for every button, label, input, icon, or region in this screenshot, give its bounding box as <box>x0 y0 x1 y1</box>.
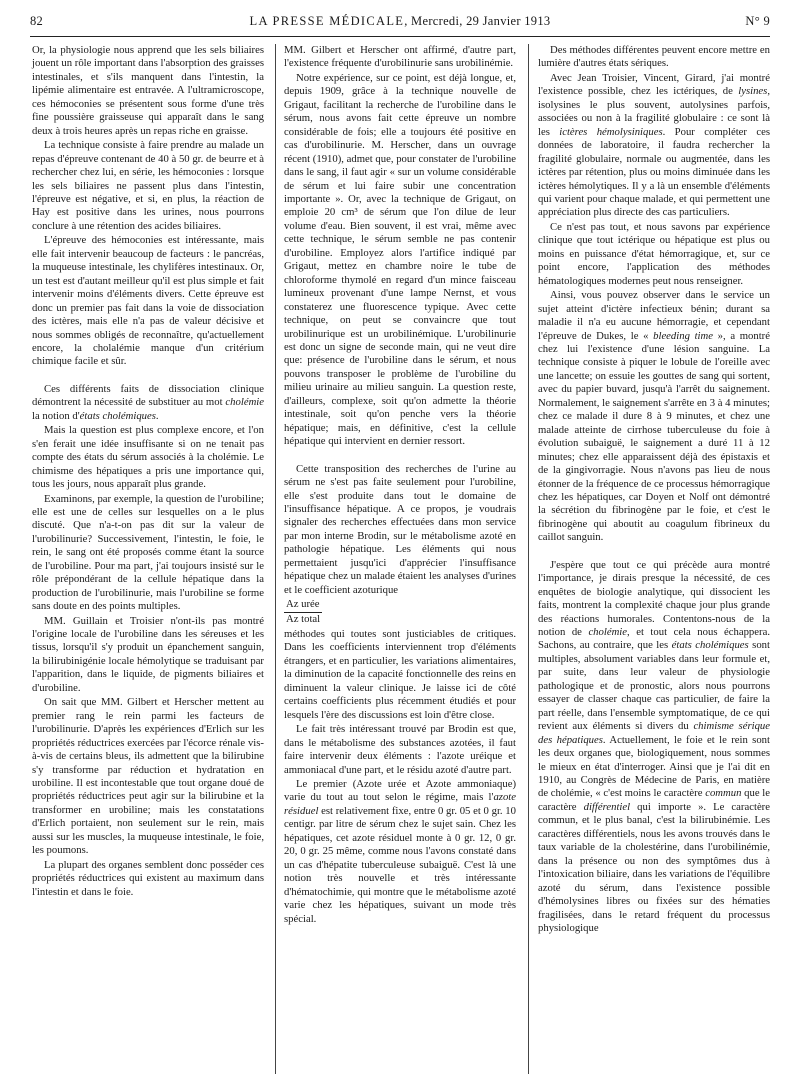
paragraph: Ainsi, vous pouvez observer dans le service un sujet atteint d'ictère infectieux bénin; durant sa maladie il n'a eu aucune hémorragie, et cependant l'épreuve de Dukes, le « bleeding time », a montré chez lui l'existence d'une lésion sanguine. La technique consiste à piquer le lobule de l'oreille avec une lancette; on essuie les gouttes de sang qui sortent, avec du papier buvard, jusqu'à l'arrêt du saignement. Normalement, le saignement s'arrête en 3 à 4 minutes; chez ce malade il dure 8 à 9 minutes, et chez une malade atteinte de cirrhose tuberculeuse du foie à évolution subaiguë, le saignement a duré 11 à 12 minutes; chez elle apparaissent déjà des épistaxis et de la gingivorragie. Nous n'avons pas lieu de nous étonner de la fréquence de ce processus hémorragique chez les hépatiques, car Doyen et Nolf ont démontré la sécrétion du fibrinogène par le foie, et c'est le fibrinogène qui aboutit au coagulum fibrineux du caillot sanguin. <box>538 289 770 544</box>
paragraph: Mais la question est plus complexe encore, et l'on s'en ferait une idée insuffisante si on ne tenait pas compte des états du sérum associés à la cholémie. Le chimisme des hépatiques a pris une importance qui, tous les jours, nous apparaît plus grande. <box>32 424 264 491</box>
issue-date: , Mercredi, 29 Janvier 1913 <box>404 14 551 28</box>
paragraph: La plupart des organes semblent donc posséder ces propriétés réductrices qui existent au maximum dans l'intestin et dans le foie. <box>32 858 264 898</box>
fraction-numerator: Az urée <box>284 598 322 612</box>
text-column-1 <box>32 44 264 900</box>
paragraph: Le premier (Azote urée et Azote ammoniaque) varie du tout au tout selon le régime, mais l'azote résiduel est relativement fixe, entre 0 gr. 05 et 0 gr. 10 centigr. par litre de sérum chez le sujet sain. Chez les hépatiques, cet azote résiduel monte à 0 gr. 12, 0 gr. 20, 0 gr. 25 même, comme nous l'avons constaté dans un cas d'hépatite tuberculeuse subaiguë. C'est là une notion très nouvelle et très intéressante d'hématochimie, qui montre que le métabolisme azoté varie chez les hépatiques, suivant un mode très spécial. <box>284 778 516 925</box>
paragraph: Des méthodes différentes peuvent encore mettre en lumière d'autres états sériques. <box>538 44 770 70</box>
text-column-2 <box>284 44 516 927</box>
paragraph: méthodes qui toutes sont justiciables de critiques. Dans les coefficients interviennent trop d'éléments étrangers, et en particulier, les variations alimentaires, la diminution de la capacité fonctionnelle des reins en diminuent la valeur clinique. Je laisse ici de côté certains coefficients plus récemment étudiés et pour lesquels l'ère des discussions est loin d'être close. <box>284 628 516 721</box>
paragraph: Ces différents faits de dissociation clinique démontrent la nécessité de substituer au mot cholémie la notion d'états cholémiques. <box>32 382 264 422</box>
paragraph: Notre expérience, sur ce point, est déjà longue, et, depuis 1909, grâce à la technique nouvelle de Grigaut, facilitant la recherche de l'urobiline dans le sérum, nous avons fait cette épreuve un nombre considérable de fois; elle a toujours été positive en cas d'urobilinurie. M. Herscher, dans un ouvrage récent (1910), admet que, pour constater de l'urobiline dans le sang, il faut agir « sur un volume considérable de sérum et lui faire subir une concentration importante ». Or, avec la technique de Grigaut, on emploie 20 cm³ de sérum que l'on dilue de leur volume d'eau. Bien souvent, il est vrai, même avec cette technique, le sérum semble ne pas contenir d'urobiline. Employez alors l'artifice indiqué par Grigaut, mettez en chambre noire le tube de chloroforme thymolé en regard d'un mince faisceau lumineux provenant d'une lampe Nernst, et vous constaterez une fluorescence typique. Avec cette technique, on peut se convaincre que tout urobilinurique est un urobilinémique. L'urobilinurie est donc un signe de seconde main, qui ne veut dire que: présence de l'urobiline dans le sérum, et nous pouvons transposer le problème de l'urobiline du milieu urinaire au milieu sanguin. La question reste, d'ailleurs, complexe, soit qu'on admette la théorie intestinale, soit qu'on penche vers la théorie hépatique; mais, en définitive, c'est la cellule hépatique qui intervient en dernier ressort. <box>284 71 516 448</box>
page-number: 82 <box>30 14 44 28</box>
paragraph: L'épreuve des hémoconies est intéressante, mais elle fait intervenir beaucoup de facteurs : le pancréas, la muqueuse intestinale, les chylifères intestinaux. Or, un test est d'autant meilleur qu'il est plus simple et fait intervenir moins d'éléments divers. Cette épreuve est donc un premier pas fait dans la voie de dissociation des ictères, mais elle n'a pas de valeur décisive et nous sommes obligés de reconnaître, qu'actuellement encore, la cholalémie manque d'un critérium chimique facile et sûr. <box>32 234 264 368</box>
journal-title: LA PRESSE MÉDICALE <box>249 14 405 28</box>
column-divider <box>528 44 529 1074</box>
paragraph: Ce n'est pas tout, et nous savons par expérience clinique que tout ictérique ou hépatique est plus ou moins en puissance d'état hémorragique, et, sur ce point encore, l'application des méthodes hématologiques modernes peut nous renseigner. <box>538 220 770 287</box>
page-header <box>30 14 770 34</box>
paragraph: Avec Jean Troisier, Vincent, Girard, j'ai montré l'existence possible, chez les ictériques, de lysines, isolysines le plus souvent, autolysines parfois, associées ou non à la fragilité globulaire : ce sont là les ictères hémolysiniques. Pour compléter ces données de laboratoire, il faudra rechercher la fragilité globulaire, normale ou augmentée, dans les ictères par rétention, plus ou moins diminuée dans les ictères hémolytiques. Il y a là un ensemble d'éléments qui varient pour chaque malade, et qui permettent une appréciation plus directe des cas particuliers. <box>538 71 770 219</box>
paragraph: J'espère que tout ce qui précède aura montré l'importance, je dirais presque la nécessité, de ces enquêtes de biologie analytique, qui dissocient les faits, montrent la complexité chaque jour plus grande des réactions humorales. Contentons-nous de la notion de cholémie, et tout cela nous échappera. Sachons, au contraire, que les états cholémiques sont multiples, absolument variables dans leur formule et, par suite, dans leur valeur de physiologie pathologique et de pronostic, alors nous pourrons essayer de classer chaque cas particulier, de faire la part réelle, dans l'ensemble symptomatique, de ce qui revient aux éléments si divers du chimisme sérique des hépatiques. Actuellement, le foie et le rein sont les deux organes que, biologiquement, nous sommes le mieux en état d'interroger. Ainsi que je l'ai dit en 1910, au Congrès de Médecine de Paris, en matière de cholémie, « c'est moins le caractère commun que le caractère différentiel qui importe ». Le caractère commun, et le plus banal, c'est la bilirubinémie. Les caractères différentiels, nous les avons trouvés dans le taux variable de la cholestérine, dans l'urobilinémie, dans la présence ou non des symptômes dus à l'intoxication biliaire, dans les variations de l'équilibre azoté du sérum, dans l'existence possible d'hémolysines libres ou fixées sur des hématies fragilisées, dans le retard fréquent du processus physiologique <box>538 558 770 934</box>
fraction <box>284 598 322 626</box>
italic-term: bleeding time <box>653 329 713 342</box>
journal-header <box>30 14 770 29</box>
italic-term: états cholémiques <box>671 639 749 652</box>
italic-term: cholémie <box>225 396 264 409</box>
issue-number: N° 9 <box>745 14 770 28</box>
header-rule <box>30 36 770 37</box>
paragraph: Cette transposition des recherches de l'urine au sérum ne s'est pas faite seulement pour l'urobiline, elle s'est produite dans tout le domaine de l'insuffisance hépatique. A ce propos, je voudrais signaler des recherches effectuées dans mon service par mon interne Brodin, sur le métabolisme azoté en pathologie hépatique. Les éléments qui nous permettaient jusqu'ici d'apprécier l'insuffisance hépatique chez un malade étaient les analyses d'urines et le coefficient azoturique <box>284 462 516 596</box>
paragraph: Examinons, par exemple, la question de l'urobiline; elle est une de celles sur lesquelles on a le plus discuté. Que n'a-t-on pas dit sur la valeur de l'urobilinurie? Successivement, l'intestin, le foie, le rein, le sang ont été proposés comme étant la source de l'urobiline. Pour ma part, j'ai toujours insisté sur le rôle prépondérant de la cellule hépatique dans la production de l'urobilinurie, mais l'urobiline se forme sans doute en des points multiples. <box>32 492 264 613</box>
paragraph: La technique consiste à faire prendre au malade un repas d'épreuve contenant de 40 à 50 gr. de beurre et à rechercher chez lui, en série, les hémoconies : lorsque les sels biliaires ne passent plus dans l'intestin, l'épreuve est négative, et si, en plus, la réaction de Hay est positive dans les urines, nous pourrons conclure à une rétention des acides biliaires. <box>32 139 264 232</box>
italic-term: chimisme sérique des hépatiques <box>538 720 770 746</box>
paragraph: Le fait très intéressant trouvé par Brodin est que, dans le métabolisme des substances azotées, il faut faire intervenir deux éléments : l'azote uréique et ammoniacal d'une part, et le résidu azoté d'autre part. <box>284 723 516 776</box>
text-column-3 <box>538 44 770 936</box>
italic-term: commun <box>705 787 742 800</box>
paragraph: MM. Guillain et Troisier n'ont-ils pas montré l'origine locale de l'urobiline dans les séreuses et les tissus, lorsqu'il s'y produit un épanchement sanguin, la bilirubinigénie locale hémolytique se traduisant par l'apparition, dans le liquide, de pigments biliaires et d'urobiline. <box>32 614 264 694</box>
italic-term: différentiel <box>583 800 631 813</box>
italic-term: cholémie <box>588 626 628 639</box>
paragraph: MM. Gilbert et Herscher ont affirmé, d'autre part, l'existence fréquente d'urobilinurie sans urobilinémie. <box>284 44 516 70</box>
paragraph: Or, la physiologie nous apprend que les sels biliaires jouent un rôle important dans l'absorption des graisses intestinales, et s'ils manquent dans l'intestin, la lipémie alimentaire est entravée. A l'ultramicroscope, ces hémoconies se présentent sous forme d'une très fine poussière graisseuse qui apparaît dans le sang deux à trois heures après un repas riche en graisse. <box>32 44 264 137</box>
italic-term: lysines <box>738 85 768 98</box>
italic-term: états cholémiques <box>79 409 156 422</box>
column-divider <box>275 44 276 1074</box>
paragraph: On sait que MM. Gilbert et Herscher mettent au premier rang le rein parmi les facteurs de l'urobilinurie. D'après les expériences d'Erlich sur les propriétés réductrices exercées par l'écorce rénale vis-à-vis de certains bleus, ils admettent que la bilirubine s'y transforme par réduction et hydratation en urobiline. Il est incontestable que tout organe doué de propriétés réductrices peut agir sur la bilirubine et la transformer en urobiline; mais les constatations d'Erlich portaient, non seulement sur le rein, mais aussi sur les muscles, la muqueuse intestinale, le foie, les poumons. <box>32 696 264 857</box>
azoturic-coefficient-formula <box>284 598 516 626</box>
italic-term: azote résiduel <box>284 791 516 817</box>
fraction-denominator: Az total <box>286 612 321 625</box>
italic-term: ictères hémolysiniques <box>559 125 663 138</box>
